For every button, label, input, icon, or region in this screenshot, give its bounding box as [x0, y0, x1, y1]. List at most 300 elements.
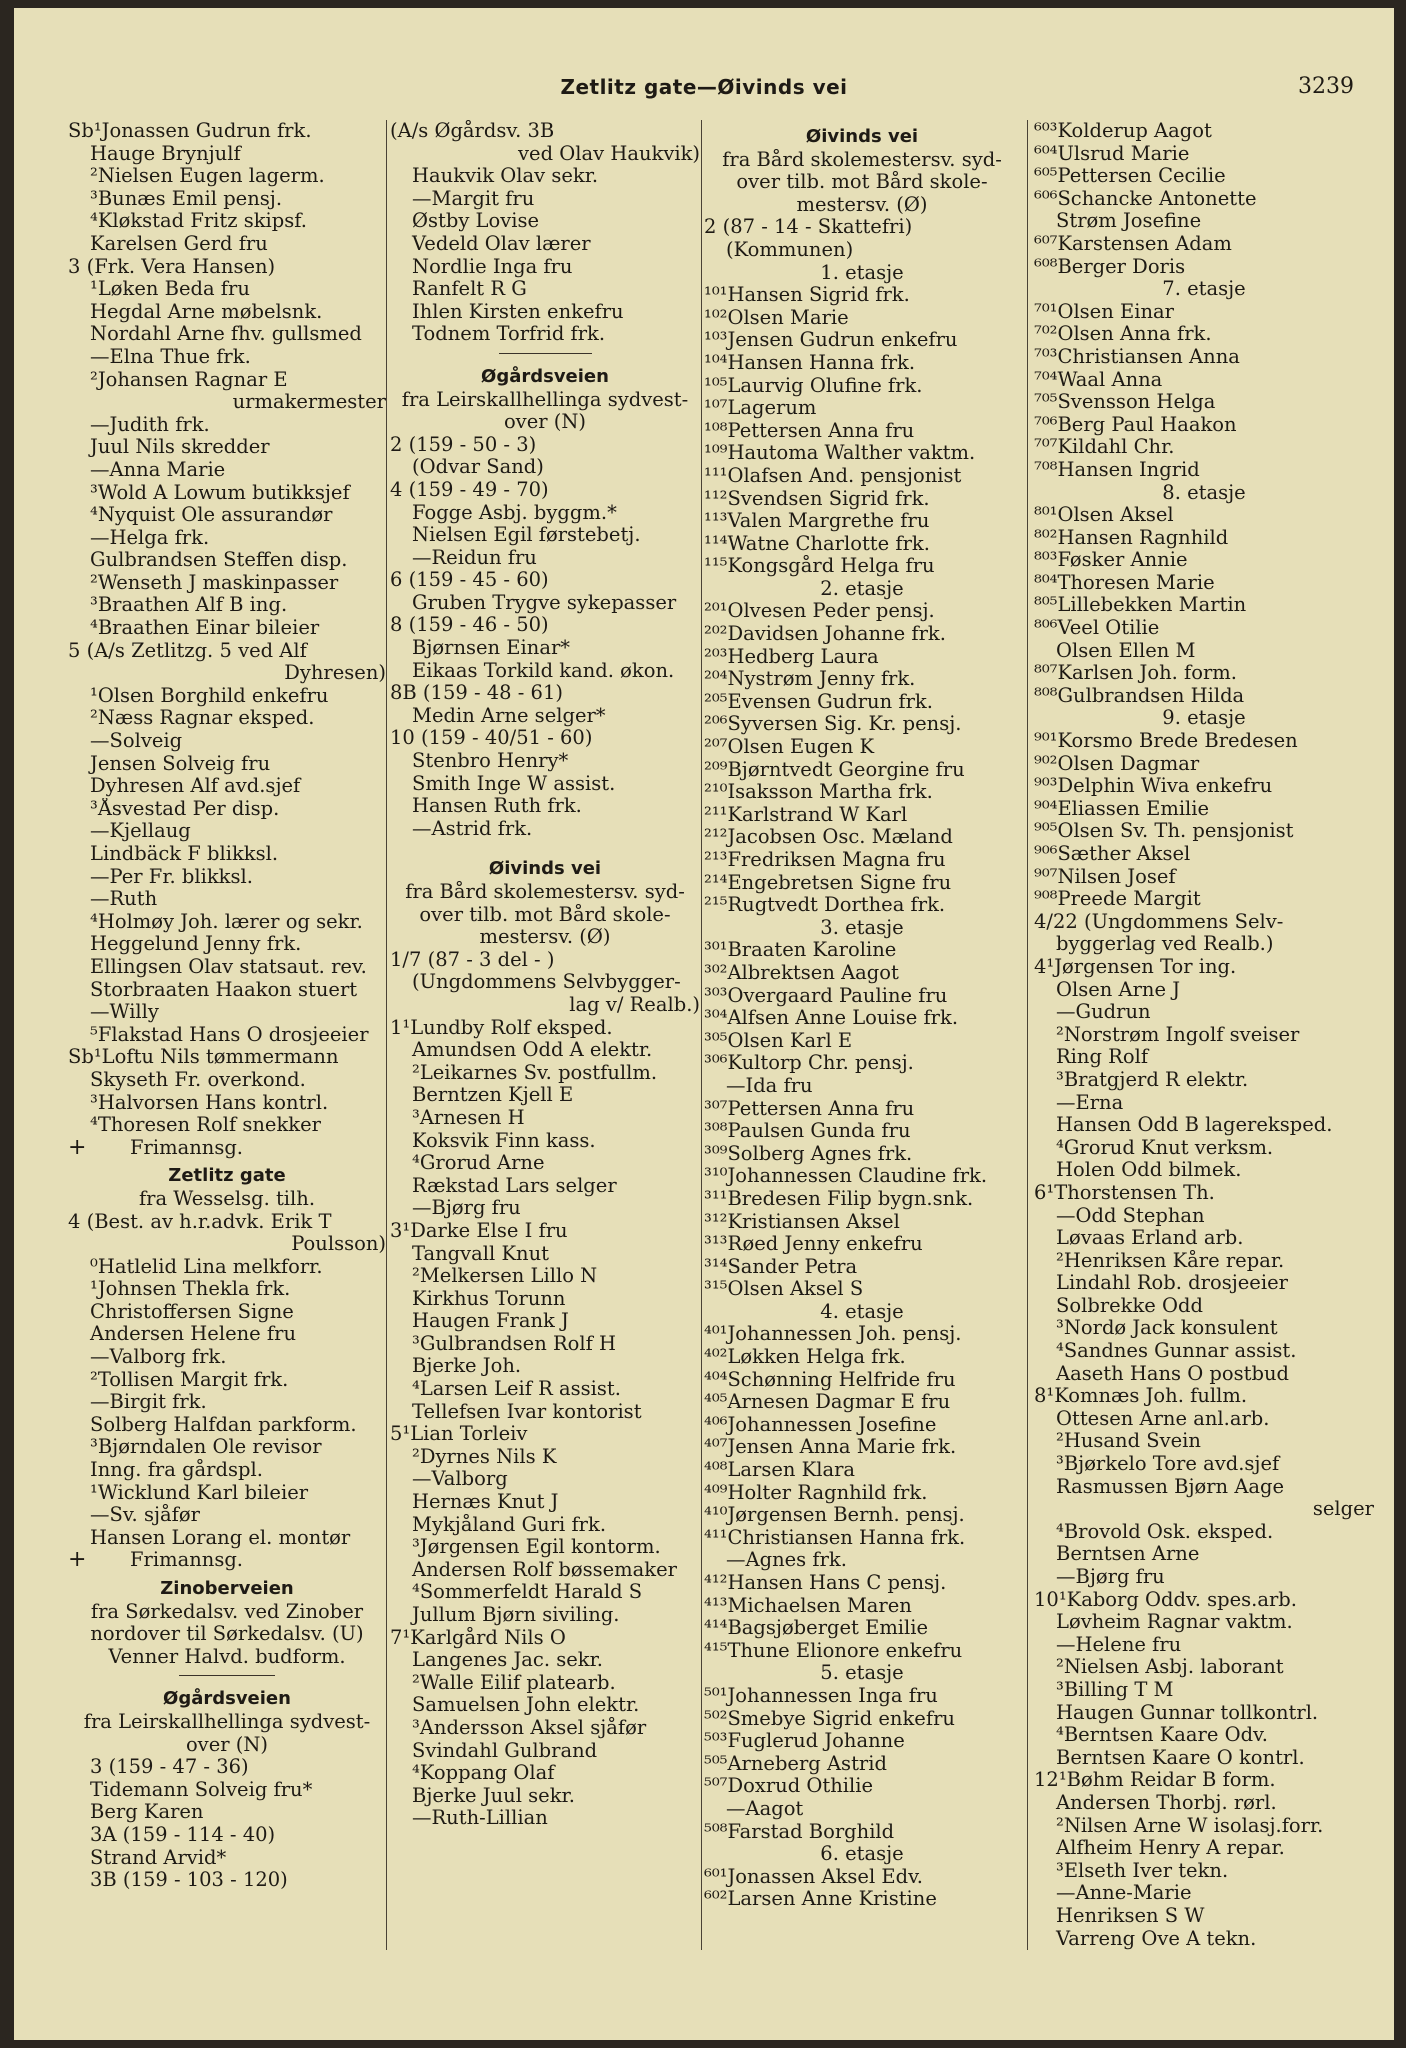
listing-line: Berntsen Arne — [1056, 1543, 1200, 1566]
listing-line: ⁷⁰⁵Svensson Helga — [1034, 391, 1216, 414]
centered-line: fra Leirskallhellinga sydvest- — [83, 1710, 371, 1733]
listing-line: Rasmussen Bjørn Aage — [1056, 1475, 1285, 1498]
listing-line: ³¹⁰Johannessen Claudine frk. — [704, 1165, 988, 1188]
directory-page — [14, 8, 1394, 2040]
listing-line: Rækstad Lars selger — [412, 1174, 617, 1197]
listing-line: Kirkhus Torunn — [412, 1287, 566, 1310]
street-heading: Øivinds vei — [488, 858, 602, 880]
listing-line: ⁷⁰¹Olsen Einar — [1034, 300, 1174, 323]
listing-line: ⁴¹¹Christiansen Hanna frk. — [704, 1526, 966, 1549]
listing-line: Sb¹Loftu Nils tømmermann — [68, 1046, 339, 1069]
listing-line: ²¹⁴Engebretsen Signe fru — [704, 871, 952, 894]
listing-line: 8B (159 - 48 - 61) — [390, 682, 563, 705]
listing-line: Andersen Thorbj. rørl. — [1056, 1791, 1277, 1814]
listing-line: 8 (159 - 46 - 50) — [390, 614, 549, 637]
listing-line: Tangvall Knut — [412, 1242, 549, 1265]
listing-line: Haugen Frank J — [412, 1310, 569, 1333]
listing-line: ¹⁰³Jensen Gudrun enkefru — [704, 329, 958, 352]
listing-line: ⁴⁰⁶Johannessen Josefine — [704, 1413, 937, 1436]
listing-line: Heggelund Jenny frk. — [90, 933, 302, 956]
section-rule — [68, 1668, 386, 1682]
listing-line: (Ungdommens Selvbygger- — [412, 971, 681, 994]
listing-line: ²¹²Jacobsen Osc. Mæland — [704, 826, 953, 849]
listing-line: ⁹⁰⁷Nilsen Josef — [1034, 865, 1176, 888]
listing-line: ⁴⁰⁵Arnesen Dagmar E fru — [704, 1391, 951, 1414]
listing-line: ³⁰³Overgaard Pauline fru — [704, 984, 948, 1007]
listing-line: ⁴Larsen Leif R assist. — [412, 1378, 621, 1401]
listing-line: ³Wold A Lowum butikksjef — [90, 481, 350, 504]
listing-line: —Willy — [90, 1001, 159, 1024]
listing-line: Medin Arne selger* — [412, 704, 606, 727]
listing-line: Solbrekke Odd — [1056, 1294, 1204, 1317]
listing-line: ²¹⁵Rugtvedt Dorthea frk. — [704, 894, 946, 917]
listing-line: ⁴Nyquist Ole assurandør — [90, 504, 333, 527]
listing-line: ⁷⁰⁴Waal Anna — [1034, 368, 1163, 391]
listing-line: ⁴Berntsen Kaare Odv. — [1056, 1724, 1268, 1747]
listing-line: Varreng Ove A tekn. — [1056, 1927, 1257, 1950]
listing-line: ⁶⁰⁶Schancke Antonette — [1034, 187, 1257, 210]
listing-line: Inng. fra gårdspl. — [90, 1459, 263, 1482]
listing-line: ⁴¹³Michaelsen Maren — [704, 1594, 912, 1617]
page-header — [14, 75, 1394, 105]
listing-line: Ellingsen Olav statsaut. rev. — [90, 955, 367, 978]
listing-line: Olsen Arne J — [1056, 978, 1181, 1001]
listing-line: Skyseth Fr. overkond. — [90, 1068, 306, 1091]
centered-line: over tilb. mot Bård skole- — [736, 171, 988, 194]
listing-line: ⁴⁰⁷Jensen Anna Marie frk. — [704, 1436, 957, 1459]
listing-line: 5¹Lian Torleiv — [390, 1423, 528, 1446]
listing-line: Bjørnsen Einar* — [412, 637, 571, 660]
listing-line: ¹Olsen Borghild enkefru — [90, 684, 329, 707]
centered-line: 2. etasje — [820, 577, 904, 600]
listing-line: —Odd Stephan — [1056, 1204, 1205, 1227]
listing-line: ⁷⁰³Christiansen Anna — [1034, 345, 1240, 368]
listing-line: —Solveig — [90, 730, 183, 753]
listing-line: ³Arnesen H — [412, 1106, 525, 1129]
listing-line: ²Walle Eilif platearb. — [412, 1671, 616, 1694]
listing-line: ³⁰⁸Paulsen Gunda fru — [704, 1120, 911, 1143]
street-heading: Zinoberveien — [160, 1578, 294, 1599]
listing-line: 7¹Karlgård Nils O — [390, 1626, 566, 1649]
listing-line: ¹⁰⁸Pettersen Anna fru — [704, 419, 915, 442]
listing-line: Dyhresen Alf avd.sjef — [90, 775, 301, 798]
listing-line: ⁸⁰⁸Gulbrandsen Hilda — [1034, 684, 1245, 707]
listing-line: Berntsen Kaare O kontrl. — [1056, 1746, 1305, 1769]
page-number: 3239 — [1298, 74, 1354, 99]
listing-line: —Agnes frk. — [726, 1549, 847, 1572]
section-rule — [390, 346, 700, 360]
listing-line: ⁸⁰²Hansen Ragnhild — [1034, 526, 1229, 549]
listing-line: ²Næss Ragnar eksped. — [90, 707, 315, 730]
listing-line: ¹⁰⁷Lagerum — [704, 397, 817, 420]
listing-line: Bjerke Joh. — [412, 1355, 522, 1378]
listing-line: Poulsson) — [291, 1233, 386, 1256]
crossing-street-name: Frimannsg. — [130, 1136, 244, 1159]
listing-line: Ring Rolf — [1056, 1046, 1149, 1069]
listing-line: ¹⁰⁵Laurvig Olufine frk. — [704, 374, 923, 397]
listing-line: Ottesen Arne anl.arb. — [1056, 1407, 1270, 1430]
listing-line: —Aagot — [726, 1797, 804, 1820]
listing-line: ⁴Sommerfeldt Harald S — [412, 1581, 643, 1604]
listing-line: Gulbrandsen Steffen disp. — [90, 549, 348, 572]
listing-line: 4 (159 - 49 - 70) — [390, 478, 549, 501]
centered-line: over (N) — [503, 411, 587, 434]
listing-line: ²⁰⁹Bjørntvedt Georgine fru — [704, 758, 965, 781]
listing-line: 6 (159 - 45 - 60) — [390, 569, 549, 592]
column-3 — [704, 120, 1020, 1911]
listing-line: ³Bjørkelo Tore avd.sjef — [1056, 1453, 1280, 1476]
listing-line: ¹¹³Valen Margrethe fru — [704, 510, 930, 533]
listing-line: Nordlie Inga fru — [412, 255, 573, 278]
listing-line: ⁴Braathen Einar bileier — [90, 617, 320, 640]
listing-line: ⁴⁰⁹Holter Ragnhild frk. — [704, 1481, 928, 1504]
listing-line: ¹¹¹Olafsen And. pensjonist — [704, 464, 962, 487]
listing-line: 4 (Best. av h.r.advk. Erik T — [68, 1210, 332, 1233]
listing-line: Solberg Halfdan parkform. — [90, 1413, 357, 1436]
listing-line: byggerlag ved Realb.) — [1056, 933, 1274, 956]
page-title: Zetlitz gate—Øivinds vei — [560, 75, 848, 99]
listing-line: Tidemann Solveig fru* — [90, 1778, 313, 1801]
listing-line: Christoffersen Signe — [90, 1300, 294, 1323]
listing-line: ¹¹²Svendsen Sigrid frk. — [704, 487, 930, 510]
listing-line: ³⁰⁵Olsen Karl E — [704, 1029, 853, 1052]
column-4 — [1034, 120, 1374, 1950]
listing-line: ⁸⁰⁴Thoresen Marie — [1034, 571, 1215, 594]
listing-line: —Ruth-Lillian — [412, 1807, 548, 1830]
listing-line: ⁹⁰⁴Eliassen Emilie — [1034, 797, 1210, 820]
listing-line: Hernæs Knut J — [412, 1491, 559, 1514]
listing-line: Svindahl Gulbrand — [412, 1739, 598, 1762]
listing-line: Jullum Bjørn siviling. — [412, 1604, 620, 1626]
listing-line: —Valborg frk. — [90, 1346, 227, 1369]
listing-line: (Kommunen) — [726, 238, 854, 261]
listing-line: ⁶⁰⁸Berger Doris — [1034, 255, 1186, 278]
centered-line: nordover til Sørkedalsv. (U) — [90, 1623, 364, 1646]
listing-line: —Bjørg fru — [412, 1197, 521, 1220]
listing-line: ⁶⁰³Kolderup Aagot — [1034, 120, 1212, 142]
listing-line: 3A (159 - 114 - 40) — [90, 1823, 276, 1846]
listing-line: ¹⁰⁴Hansen Hanna frk. — [704, 351, 916, 374]
listing-line: Jensen Solveig fru — [90, 752, 271, 775]
listing-line: —Kjellaug — [90, 820, 191, 843]
listing-line: ⁴⁰²Løkken Helga frk. — [704, 1346, 906, 1369]
listing-line: Koksvik Finn kass. — [412, 1129, 596, 1152]
listing-line: 4/22 (Ungdommens Selv- — [1034, 910, 1284, 933]
listing-line: ¹Johnsen Thekla frk. — [90, 1278, 291, 1301]
listing-line: ³Bjørndalen Ole revisor — [90, 1436, 322, 1459]
listing-line: ⁸⁰⁶Veel Otilie — [1034, 617, 1160, 640]
listing-line: —Birgit frk. — [90, 1391, 207, 1414]
listing-line: Hansen Ruth frk. — [412, 795, 582, 818]
listing-line: ¹⁰²Olsen Marie — [704, 306, 849, 329]
listing-line: Todnem Torfrid frk. — [412, 323, 606, 346]
listing-line: ⁶⁰⁵Pettersen Cecilie — [1034, 165, 1226, 188]
listing-line: Stenbro Henry* — [412, 750, 569, 773]
listing-line: —Erna — [1056, 1091, 1124, 1114]
listing-line: ⁴¹⁴Bagsjøberget Emilie — [704, 1617, 929, 1640]
listing-line: Dyhresen) — [284, 662, 386, 685]
listing-line: ⁸⁰⁷Karlsen Joh. form. — [1034, 662, 1237, 685]
listing-line: ²¹³Fredriksen Magna fru — [704, 849, 946, 871]
listing-line: —Margit fru — [412, 187, 535, 210]
listing-line: ³¹²Kristiansen Aksel — [704, 1210, 900, 1233]
listing-line: Juul Nils skredder — [90, 436, 270, 459]
listing-line: ⁴⁰⁸Larsen Klara — [704, 1459, 856, 1482]
listing-line: Hansen Lorang el. montør — [90, 1526, 351, 1549]
listing-line: —Gudrun — [1056, 1001, 1151, 1024]
centered-line: fra Bård skolemestersv. syd- — [722, 148, 1002, 171]
listing-line: ved Olav Haukvik) — [518, 142, 700, 165]
centered-line: 3. etasje — [820, 916, 904, 939]
listing-line: Fogge Asbj. byggm.* — [412, 501, 617, 524]
centered-line: fra Bård skolemestersv. syd- — [405, 881, 685, 903]
centered-line: 4. etasje — [820, 1300, 904, 1323]
centered-line: 9. etasje — [1162, 707, 1246, 730]
listing-line: —Elna Thue frk. — [90, 345, 251, 368]
listing-line: —Valborg — [412, 1468, 508, 1491]
listing-line: ³¹¹Bredesen Filip bygn.snk. — [704, 1187, 974, 1210]
listing-line: ⁹⁰²Olsen Dagmar — [1034, 752, 1200, 775]
listing-line: —Anne-Marie — [1056, 1882, 1192, 1905]
spacer — [390, 840, 700, 852]
listing-line: ²⁰⁴Nystrøm Jenny frk. — [704, 668, 916, 691]
listing-line: ⁴Thoresen Rolf snekker — [90, 1114, 321, 1137]
listing-line: ⁹⁰⁵Olsen Sv. Th. pensjonist — [1034, 820, 1294, 843]
cross-icon: + — [68, 1549, 87, 1572]
listing-line: 3¹Darke Else I fru — [390, 1219, 568, 1242]
listing-line: ²Tollisen Margit frk. — [90, 1368, 289, 1391]
listing-line: ⁶⁰⁴Ulsrud Marie — [1034, 142, 1190, 165]
listing-line: ³Andersson Aksel sjåfør — [412, 1716, 647, 1739]
listing-line: ⁸⁰¹Olsen Aksel — [1034, 504, 1174, 527]
listing-line: Amundsen Odd A elektr. — [412, 1039, 653, 1062]
listing-line: 2 (159 - 50 - 3) — [390, 433, 537, 456]
listing-line: ³Bunæs Emil pensj. — [90, 187, 283, 210]
listing-line: Lindbäck F blikksl. — [90, 843, 279, 865]
listing-line: ¹⁰¹Hansen Sigrid frk. — [704, 284, 910, 307]
listing-line: ⁸⁰⁵Lillebekken Martin — [1034, 594, 1247, 617]
listing-line: Nielsen Egil førstebetj. — [412, 524, 641, 547]
listing-line: Nordahl Arne fhv. gullsmed — [90, 323, 362, 346]
listing-line: —Ida fru — [726, 1074, 813, 1097]
centered-line: fra Leirskallhellinga sydvest- — [401, 388, 689, 411]
listing-line: Strand Arvid* — [90, 1846, 227, 1869]
listing-line: ⁹⁰³Delphin Wiva enkefru — [1034, 775, 1273, 798]
listing-line: ⁶⁰⁷Karstensen Adam — [1034, 232, 1232, 255]
listing-line: —Astrid frk. — [412, 817, 533, 840]
centered-line: fra Sørkedalsv. ved Zinober — [90, 1600, 364, 1623]
listing-line: —Helene fru — [1056, 1633, 1182, 1656]
listing-line: Olsen Ellen M — [1056, 639, 1196, 662]
listing-line: ²Nilsen Arne W isolasj.forr. — [1056, 1814, 1324, 1837]
centered-line: 8. etasje — [1162, 481, 1246, 504]
listing-line: ⁴¹²Hansen Hans C pensj. — [704, 1572, 947, 1594]
listing-line: 2 (87 - 14 - Skattefri) — [704, 216, 913, 239]
listing-line: ³Jørgensen Egil kontorm. — [412, 1536, 661, 1559]
listing-line: ⁶⁰²Larsen Anne Kristine — [704, 1888, 937, 1911]
centered-line: mestersv. (Ø) — [796, 193, 928, 216]
listing-line: ²Norstrøm Ingolf sveiser — [1056, 1023, 1300, 1046]
listing-line: ²⁰⁶Syversen Sig. Kr. pensj. — [704, 713, 962, 736]
listing-line: ³Elseth Iver tekn. — [1056, 1859, 1229, 1882]
listing-line: —Judith frk. — [90, 413, 210, 436]
listing-line: ²⁰¹Olvesen Peder pensj. — [704, 600, 935, 623]
listing-line: ⁷⁰²Olsen Anna frk. — [1034, 323, 1212, 346]
listing-line: —Bjørg fru — [1056, 1566, 1165, 1588]
listing-line: 10 (159 - 40/51 - 60) — [390, 727, 593, 750]
crossing-street-name: Frimannsg. — [130, 1549, 244, 1572]
centered-line: 7. etasje — [1162, 278, 1246, 301]
listing-line: ⁴⁰¹Johannessen Joh. pensj. — [704, 1323, 962, 1346]
listing-line: (A/s Øgårdsv. 3B — [390, 120, 555, 142]
column-1 — [68, 120, 386, 1892]
centered-line: over tilb. mot Bård skole- — [419, 903, 671, 926]
listing-line: ⁴Sandnes Gunnar assist. — [1056, 1340, 1297, 1363]
listing-line: ⁵⁰⁵Arneberg Astrid — [704, 1752, 887, 1775]
centered-line: fra Wesselsg. tilh. — [138, 1187, 316, 1210]
listing-line: Samuelsen John elektr. — [412, 1694, 640, 1717]
listing-line: ⁴Grorud Knut verksm. — [1056, 1136, 1274, 1159]
listing-line: ⁰Hatlelid Lina melkforr. — [90, 1255, 323, 1278]
listing-line: Hegdal Arne møbelsnk. — [90, 300, 323, 323]
listing-line: ³¹⁵Olsen Aksel S — [704, 1278, 864, 1301]
listing-line: —Ruth — [90, 888, 158, 911]
listing-line: 12¹Bøhm Reidar B form. — [1034, 1769, 1276, 1792]
listing-line: ⁴Grorud Arne — [412, 1152, 545, 1175]
listing-line: Lindahl Rob. drosjeeier — [1056, 1272, 1288, 1295]
centered-line: 1. etasje — [820, 261, 904, 284]
listing-line: Smith Inge W assist. — [412, 772, 616, 795]
listing-line: ⁶⁰¹Jonassen Aksel Edv. — [704, 1865, 924, 1888]
street-heading: Zetlitz gate — [168, 1165, 286, 1187]
listing-line: ²⁰⁷Olsen Eugen K — [704, 736, 875, 759]
listing-line: 1¹Lundby Rolf eksped. — [390, 1016, 613, 1039]
street-heading: Øgårdsveien — [163, 1688, 291, 1710]
listing-line: —Helga frk. — [90, 526, 210, 549]
listing-line: —Anna Marie — [90, 458, 226, 481]
street-crossing — [68, 1549, 386, 1572]
listing-line: ²⁰³Hedberg Laura — [704, 645, 879, 668]
centered-line: Venner Halvd. budform. — [108, 1645, 346, 1668]
centered-line: over (N) — [185, 1733, 269, 1756]
listing-line: ¹Løken Beda fru — [90, 278, 250, 301]
listing-line: ⁹⁰¹Korsmo Brede Bredesen — [1034, 730, 1298, 753]
listing-line: —Reidun fru — [412, 546, 537, 569]
listing-line: ³¹⁴Sander Petra — [704, 1255, 858, 1278]
listing-line: ³⁰⁷Pettersen Anna fru — [704, 1097, 915, 1120]
listing-line: ³⁰⁶Kultorp Chr. pensj. — [704, 1052, 914, 1075]
listing-line: ²Johansen Ragnar E — [90, 368, 288, 391]
listing-line: Sb¹Jonassen Gudrun frk. — [68, 120, 312, 142]
column-2 — [390, 120, 700, 1830]
listing-line: ²Nielsen Asbj. laborant — [1056, 1656, 1284, 1679]
listing-line: Aaseth Hans O postbud — [1056, 1362, 1290, 1385]
listing-line: ³¹³Røed Jenny enkefru — [704, 1233, 923, 1256]
listing-line: Tellefsen Ivar kontorist — [412, 1400, 642, 1423]
listing-line: Ihlen Kirsten enkefru — [412, 300, 624, 323]
column-divider — [1027, 120, 1028, 1950]
listing-line: ⁷⁰⁷Kildahl Chr. — [1034, 436, 1175, 459]
listing-line: 3 (Frk. Vera Hansen) — [68, 255, 276, 278]
listing-line: Langenes Jac. sekr. — [412, 1649, 603, 1672]
listing-line: ²Melkersen Lillo N — [412, 1265, 598, 1288]
listing-line: ³Billing T M — [1056, 1678, 1174, 1701]
listing-line: ¹¹⁵Kongsgård Helga fru — [704, 555, 935, 578]
listing-line: urmakermester — [232, 391, 386, 414]
listing-line: ⁵⁰²Smebye Sigrid enkefru — [704, 1707, 955, 1730]
listing-line: ³Nordø Jack konsulent — [1056, 1317, 1278, 1340]
listing-line: ³⁰²Albrektsen Aagot — [704, 961, 899, 984]
listing-line: —Sv. sjåfør — [90, 1504, 200, 1527]
listing-line: ³⁰⁴Alfsen Anne Louise frk. — [704, 1007, 959, 1030]
listing-line: ⁴¹⁵Thune Elionore enkefru — [704, 1639, 963, 1662]
listing-line: 6¹Thorstensen Th. — [1034, 1181, 1215, 1204]
listing-line: Andersen Rolf bøssemaker — [412, 1558, 677, 1581]
listing-line: ⁹⁰⁶Sæther Aksel — [1034, 843, 1191, 865]
listing-line: Eikaas Torkild kand. økon. — [412, 659, 675, 682]
listing-line: ⁴Koppang Olaf — [412, 1762, 555, 1785]
listing-line: Storbraaten Haakon stuert — [90, 978, 358, 1001]
listing-line: Østby Lovise — [412, 210, 540, 233]
listing-line: Berntzen Kjell E — [412, 1084, 574, 1107]
listing-line: ²Wenseth J maskinpasser — [90, 571, 339, 594]
listing-line: ⁷⁰⁶Berg Paul Haakon — [1034, 413, 1237, 436]
listing-line: ³Halvorsen Hans kontrl. — [90, 1091, 329, 1114]
listing-line: 4¹Jørgensen Tor ing. — [1034, 955, 1237, 978]
centered-line: 5. etasje — [820, 1662, 904, 1685]
listing-line: lag v/ Realb.) — [569, 993, 700, 1016]
listing-line: ³Bratgjerd R elektr. — [1056, 1068, 1249, 1091]
listing-line: ⁹⁰⁸Preede Margit — [1034, 888, 1201, 911]
column-divider — [386, 120, 387, 1950]
listing-line: Holen Odd bilmek. — [1056, 1159, 1242, 1182]
listing-line: 8¹Komnæs Joh. fullm. — [1034, 1385, 1248, 1408]
listing-line: Ranfelt R G — [412, 278, 527, 301]
listing-line: ³Gulbrandsen Rolf H — [412, 1332, 617, 1355]
listing-line: Mykjåland Guri frk. — [412, 1513, 607, 1536]
listing-line: ²Henriksen Kåre repar. — [1056, 1249, 1285, 1272]
listing-line: ²Dyrnes Nils K — [412, 1445, 557, 1468]
listing-line: 1/7 (87 - 3 del - ) — [390, 948, 555, 971]
listing-line: ⁵⁰¹Johannessen Inga fru — [704, 1684, 938, 1707]
listing-line: ²Leikarnes Sv. postfullm. — [412, 1061, 658, 1084]
listing-line: ²¹¹Karlstrand W Karl — [704, 803, 908, 826]
listing-line: ¹Wicklund Karl bileier — [90, 1481, 309, 1504]
listing-line: Haukvik Olav sekr. — [412, 165, 599, 188]
listing-line: Løvaas Erland arb. — [1056, 1227, 1244, 1250]
listing-line: ⁵⁰⁸Farstad Borghild — [704, 1820, 895, 1843]
listing-line: ²Nielsen Eugen lagerm. — [90, 165, 325, 188]
listing-line: (Odvar Sand) — [412, 456, 544, 479]
listing-line: Hansen Odd B lagereksped. — [1056, 1114, 1333, 1137]
listing-line: ⁷⁰⁸Hansen Ingrid — [1034, 458, 1200, 481]
listing-line: —Per Fr. blikksl. — [90, 865, 253, 888]
listing-line: Hauge Brynjulf — [90, 142, 241, 165]
centered-line: mestersv. (Ø) — [479, 926, 611, 949]
listing-line: ³⁰¹Braaten Karoline — [704, 939, 897, 962]
listing-line: selger — [1312, 1498, 1374, 1521]
listing-line: 3 (159 - 47 - 36) — [90, 1756, 249, 1779]
listing-line: ⁸⁰³Føsker Annie — [1034, 549, 1188, 572]
listing-line: ²⁰⁵Evensen Gudrun frk. — [704, 690, 933, 713]
street-heading: Øivinds vei — [805, 126, 919, 147]
column-divider — [701, 120, 702, 1950]
listing-line: Haugen Gunnar tollkontrl. — [1056, 1701, 1319, 1724]
listing-line: Andersen Helene fru — [90, 1323, 297, 1346]
listing-line: Gruben Trygve sykepasser — [412, 591, 677, 614]
listing-line: 5 (A/s Zetlitzg. 5 ved Alf — [68, 639, 307, 662]
listing-line: ³⁰⁹Solberg Agnes frk. — [704, 1142, 913, 1165]
